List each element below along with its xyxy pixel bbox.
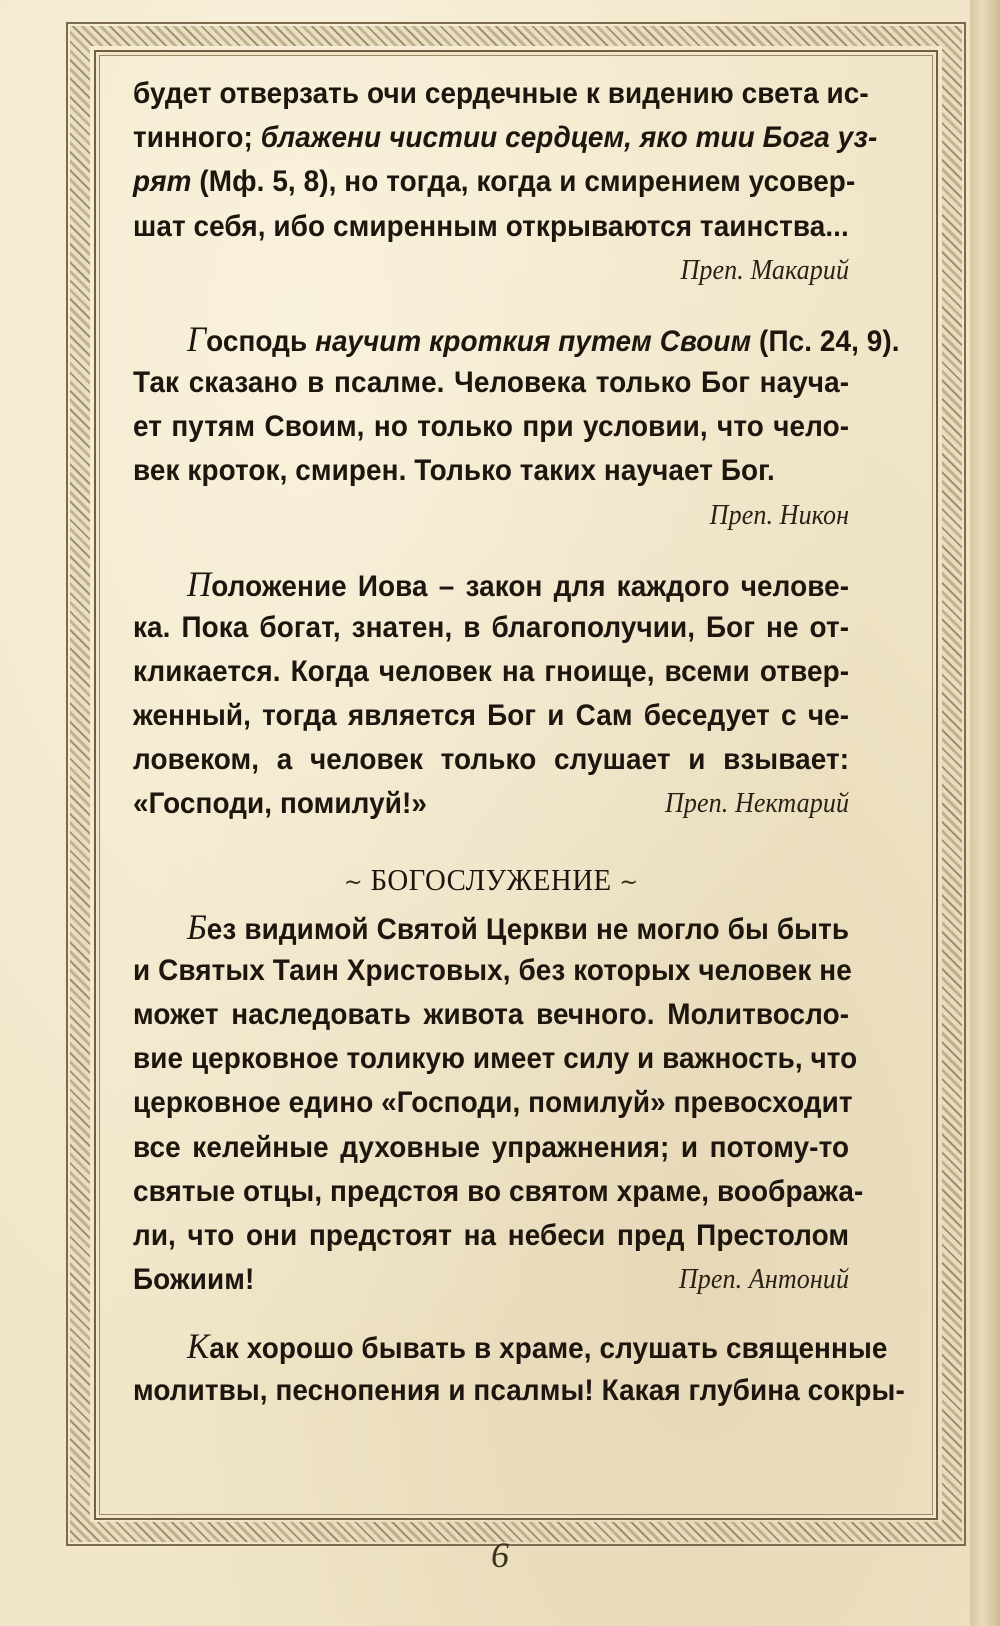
text-line: святые отцы, предстоя во святом храме, вообража- xyxy=(133,1174,864,1208)
section-title: БОГОСЛУЖЕНИЕ xyxy=(370,861,612,897)
drop-cap: Б xyxy=(186,906,207,947)
text-line: Как хорошо бывать в храме, слушать священные xyxy=(186,1326,888,1367)
text-line: и Святых Таин Христовых, без которых человек не xyxy=(133,953,852,987)
text-line: женный, тогда является Бог и Сам беседует с че- xyxy=(133,699,850,733)
page-number: 6 xyxy=(491,1535,509,1575)
text-line: рят (Мф. 5, 8), но тогда, когда и смирением усовер- xyxy=(133,165,856,199)
paragraph-4 xyxy=(133,905,864,1303)
text-line: кликается. Когда человек на гноище, всеми отвер- xyxy=(133,654,850,688)
section-heading xyxy=(133,855,849,905)
author-signature: Преп. Нектарий xyxy=(664,788,850,820)
text-line: может наследовать живота вечного. Молитвосло- xyxy=(133,998,850,1031)
text-line: Положение Иова – закон для каждого челове- xyxy=(186,563,850,604)
swirl-ornament-left-icon: ~ xyxy=(343,867,363,896)
author-signature: Преп. Никон xyxy=(709,499,850,531)
text-line: ка. Пока богат, знатен, в благополучии, Бог не от- xyxy=(133,610,850,644)
text-line: ет путям Своим, но только при условии, что чело- xyxy=(133,410,850,444)
page-text xyxy=(133,72,905,1413)
text-line: будет отверзать очи сердечные к видению света ис- xyxy=(133,77,869,110)
author-signature: Преп. Макарий xyxy=(680,254,850,286)
text-line: «Господи, помилуй!» Преп. Нектарий xyxy=(133,782,849,826)
text-line: ли, что они предстоят на небеси пред Престолом xyxy=(133,1218,850,1252)
author-signature: Преп. Антоний xyxy=(678,1264,850,1296)
text-line: молитвы, песнопения и псалмы! Какая глубина сокры- xyxy=(133,1373,905,1407)
text-line: Божиим! Преп. Антоний xyxy=(133,1258,849,1302)
swirl-ornament-right-icon: ~ xyxy=(619,867,639,896)
text-line: церковное едино «Господи, помилуй» превосходит xyxy=(133,1086,853,1120)
scripture-quote: блажени чистии сердцем, яко тии Бога уз- xyxy=(260,121,878,155)
text-line: век кроток, смирен. Только таких научает Бог. xyxy=(133,454,775,488)
text-line: все келейные духовные упражнения; и потому-то xyxy=(133,1130,850,1164)
paragraph-1 xyxy=(133,72,878,295)
drop-cap: Г xyxy=(186,318,207,359)
text-line: тинного; блажени чистии сердцем, яко тии Бога уз- xyxy=(133,121,878,155)
paragraph-5 xyxy=(133,1324,905,1412)
paragraph-2 xyxy=(133,317,900,540)
page-edge xyxy=(970,0,1000,1626)
drop-cap: П xyxy=(186,563,212,604)
paragraph-3 xyxy=(133,562,849,827)
text-line: ловеком, а человек только слушает и взывает: xyxy=(133,743,850,777)
scripture-quote: научит кроткия путем Своим xyxy=(315,324,752,358)
text-line: шат себя, ибо смиренным открываются таинства... xyxy=(133,209,849,243)
scripture-quote: рят xyxy=(133,165,192,199)
text-line: Господь научит кроткия путем Своим (Пс. 24, 9). xyxy=(186,318,900,359)
drop-cap: К xyxy=(186,1326,210,1367)
text-line: Без видимой Святой Церкви не могло бы быть xyxy=(186,906,850,947)
text-line: Так сказано в псалме. Человека только Бог науча- xyxy=(133,365,850,399)
text-line: вие церковное толикую имеет силу и важность, что xyxy=(133,1042,858,1076)
